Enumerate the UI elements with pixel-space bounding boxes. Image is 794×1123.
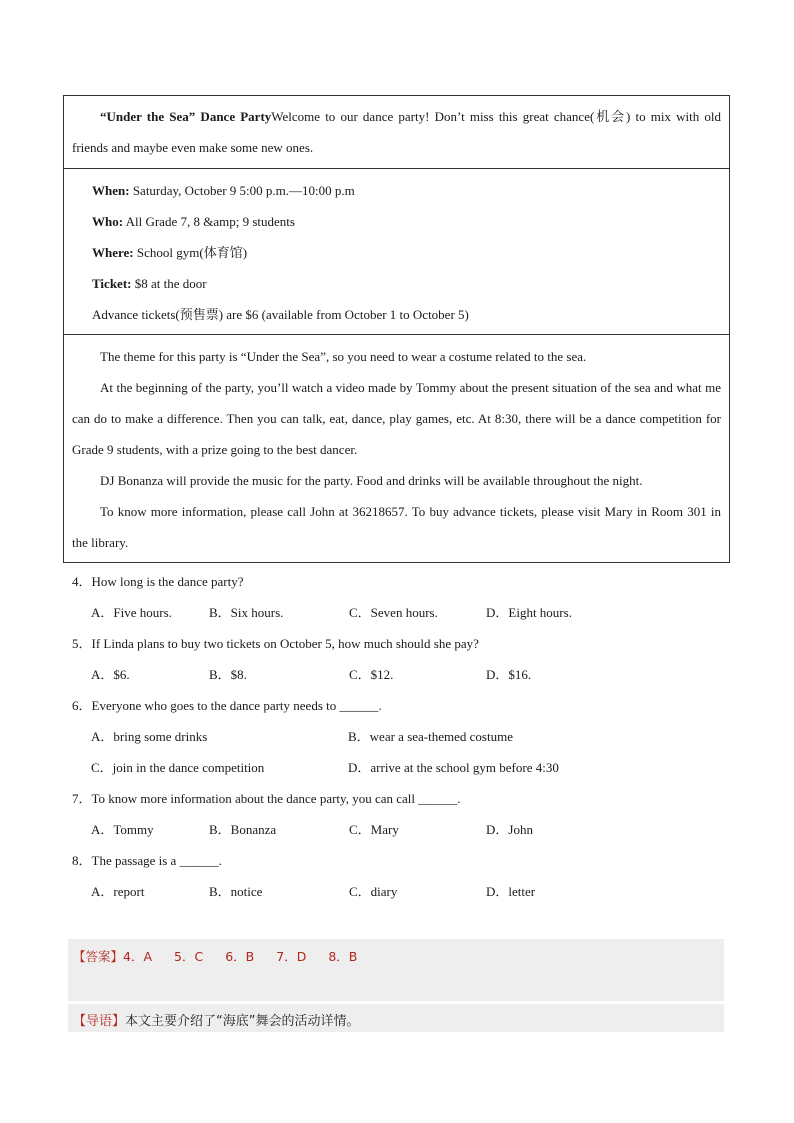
- option-a: A．bring some drinks: [91, 729, 208, 744]
- notice-intro-text: Welcome to our dance party! Don’t miss this great chance(机会) to mix with old friends and maybe even make some new ones.: [72, 109, 721, 155]
- option-d: D．arrive at the school gym before 4:30: [348, 760, 559, 775]
- answer-line: [73, 947, 379, 965]
- guide-label: 【导语】: [73, 1014, 126, 1029]
- notice-box: [63, 95, 730, 563]
- answer-item: 6．B: [225, 949, 255, 964]
- question-options: [72, 721, 732, 752]
- option-c: C．join in the dance competition: [91, 760, 265, 775]
- option-b: B．Bonanza: [209, 822, 277, 837]
- guide-text: 本文主要介绍了“海底”舞会的活动详情。: [125, 1014, 360, 1029]
- answer-item: 5．C: [174, 949, 204, 964]
- body-paragraph: At the beginning of the party, you’ll watch a video made by Tommy about the present situation of the sea and what me can do to make a difference. Then you can talk, eat, dance, play games, etc. At 8:30, there will be a dance competition for Grade 9 students, with a prize going to the best dancer.: [72, 380, 721, 457]
- guide-line: [73, 1010, 360, 1029]
- option-c: C．Mary: [349, 822, 399, 837]
- question-list: [72, 566, 732, 907]
- option-a: A．Tommy: [91, 822, 154, 837]
- option-a: A．$6.: [91, 667, 130, 682]
- detail-ticket: Ticket: $8 at the door: [92, 276, 207, 291]
- detail-who: Who: All Grade 7, 8 &amp; 9 students: [92, 214, 295, 229]
- option-d: D．$16.: [486, 667, 532, 682]
- question-stem: 4．How long is the dance party?: [72, 574, 244, 589]
- answer-label: 【答案】: [73, 949, 124, 964]
- body-paragraph: The theme for this party is “Under the Sea”, so you need to wear a costume related to the sea.: [100, 349, 587, 364]
- answer-item: 7．D: [276, 949, 307, 964]
- option-b: B．notice: [209, 884, 263, 899]
- option-c: C．$12.: [349, 667, 394, 682]
- option-d: D．Eight hours.: [486, 605, 572, 620]
- question-stem: 6．Everyone who goes to the dance party needs to ______.: [72, 698, 382, 713]
- notice-title: “Under the Sea” Dance Party: [100, 109, 272, 124]
- question-options: [72, 597, 732, 628]
- answer-item: 8．B: [328, 949, 358, 964]
- detail-advance: Advance tickets(预售票) are $6 (available from October 1 to October 5): [92, 307, 469, 322]
- option-a: A．Five hours.: [91, 605, 172, 620]
- question-stem: 5．If Linda plans to buy two tickets on October 5, how much should she pay?: [72, 636, 479, 651]
- option-d: D．John: [486, 822, 533, 837]
- detail-where: Where: School gym(体育馆): [92, 245, 248, 260]
- option-c: C．diary: [349, 884, 398, 899]
- body-paragraph: To know more information, please call John at 36218657. To buy advance tickets, please visit Mary in Room 301 in the library.: [72, 504, 721, 550]
- question-stem: 7．To know more information about the dance party, you can call ______.: [72, 791, 461, 806]
- notice-details: [64, 168, 729, 334]
- body-paragraph: DJ Bonanza will provide the music for the party. Food and drinks will be available throughout the night.: [100, 473, 643, 488]
- option-d: D．letter: [486, 884, 536, 899]
- answer-item: 4．A: [123, 949, 153, 964]
- guide-panel: [68, 1004, 724, 1032]
- question-options: [72, 659, 732, 690]
- question-options: [72, 876, 732, 907]
- question-options: [72, 752, 732, 783]
- notice-body: [64, 334, 729, 562]
- option-b: B．wear a sea-themed costume: [348, 729, 513, 744]
- option-a: A．report: [91, 884, 145, 899]
- option-b: B．$8.: [209, 667, 247, 682]
- notice-intro: [64, 96, 729, 168]
- option-c: C．Seven hours.: [349, 605, 438, 620]
- question-options: [72, 814, 732, 845]
- answer-panel: [68, 939, 724, 1001]
- question-stem: 8．The passage is a ______.: [72, 853, 222, 868]
- option-b: B．Six hours.: [209, 605, 284, 620]
- detail-when: When: Saturday, October 9 5:00 p.m.—10:00 p.m: [92, 183, 355, 198]
